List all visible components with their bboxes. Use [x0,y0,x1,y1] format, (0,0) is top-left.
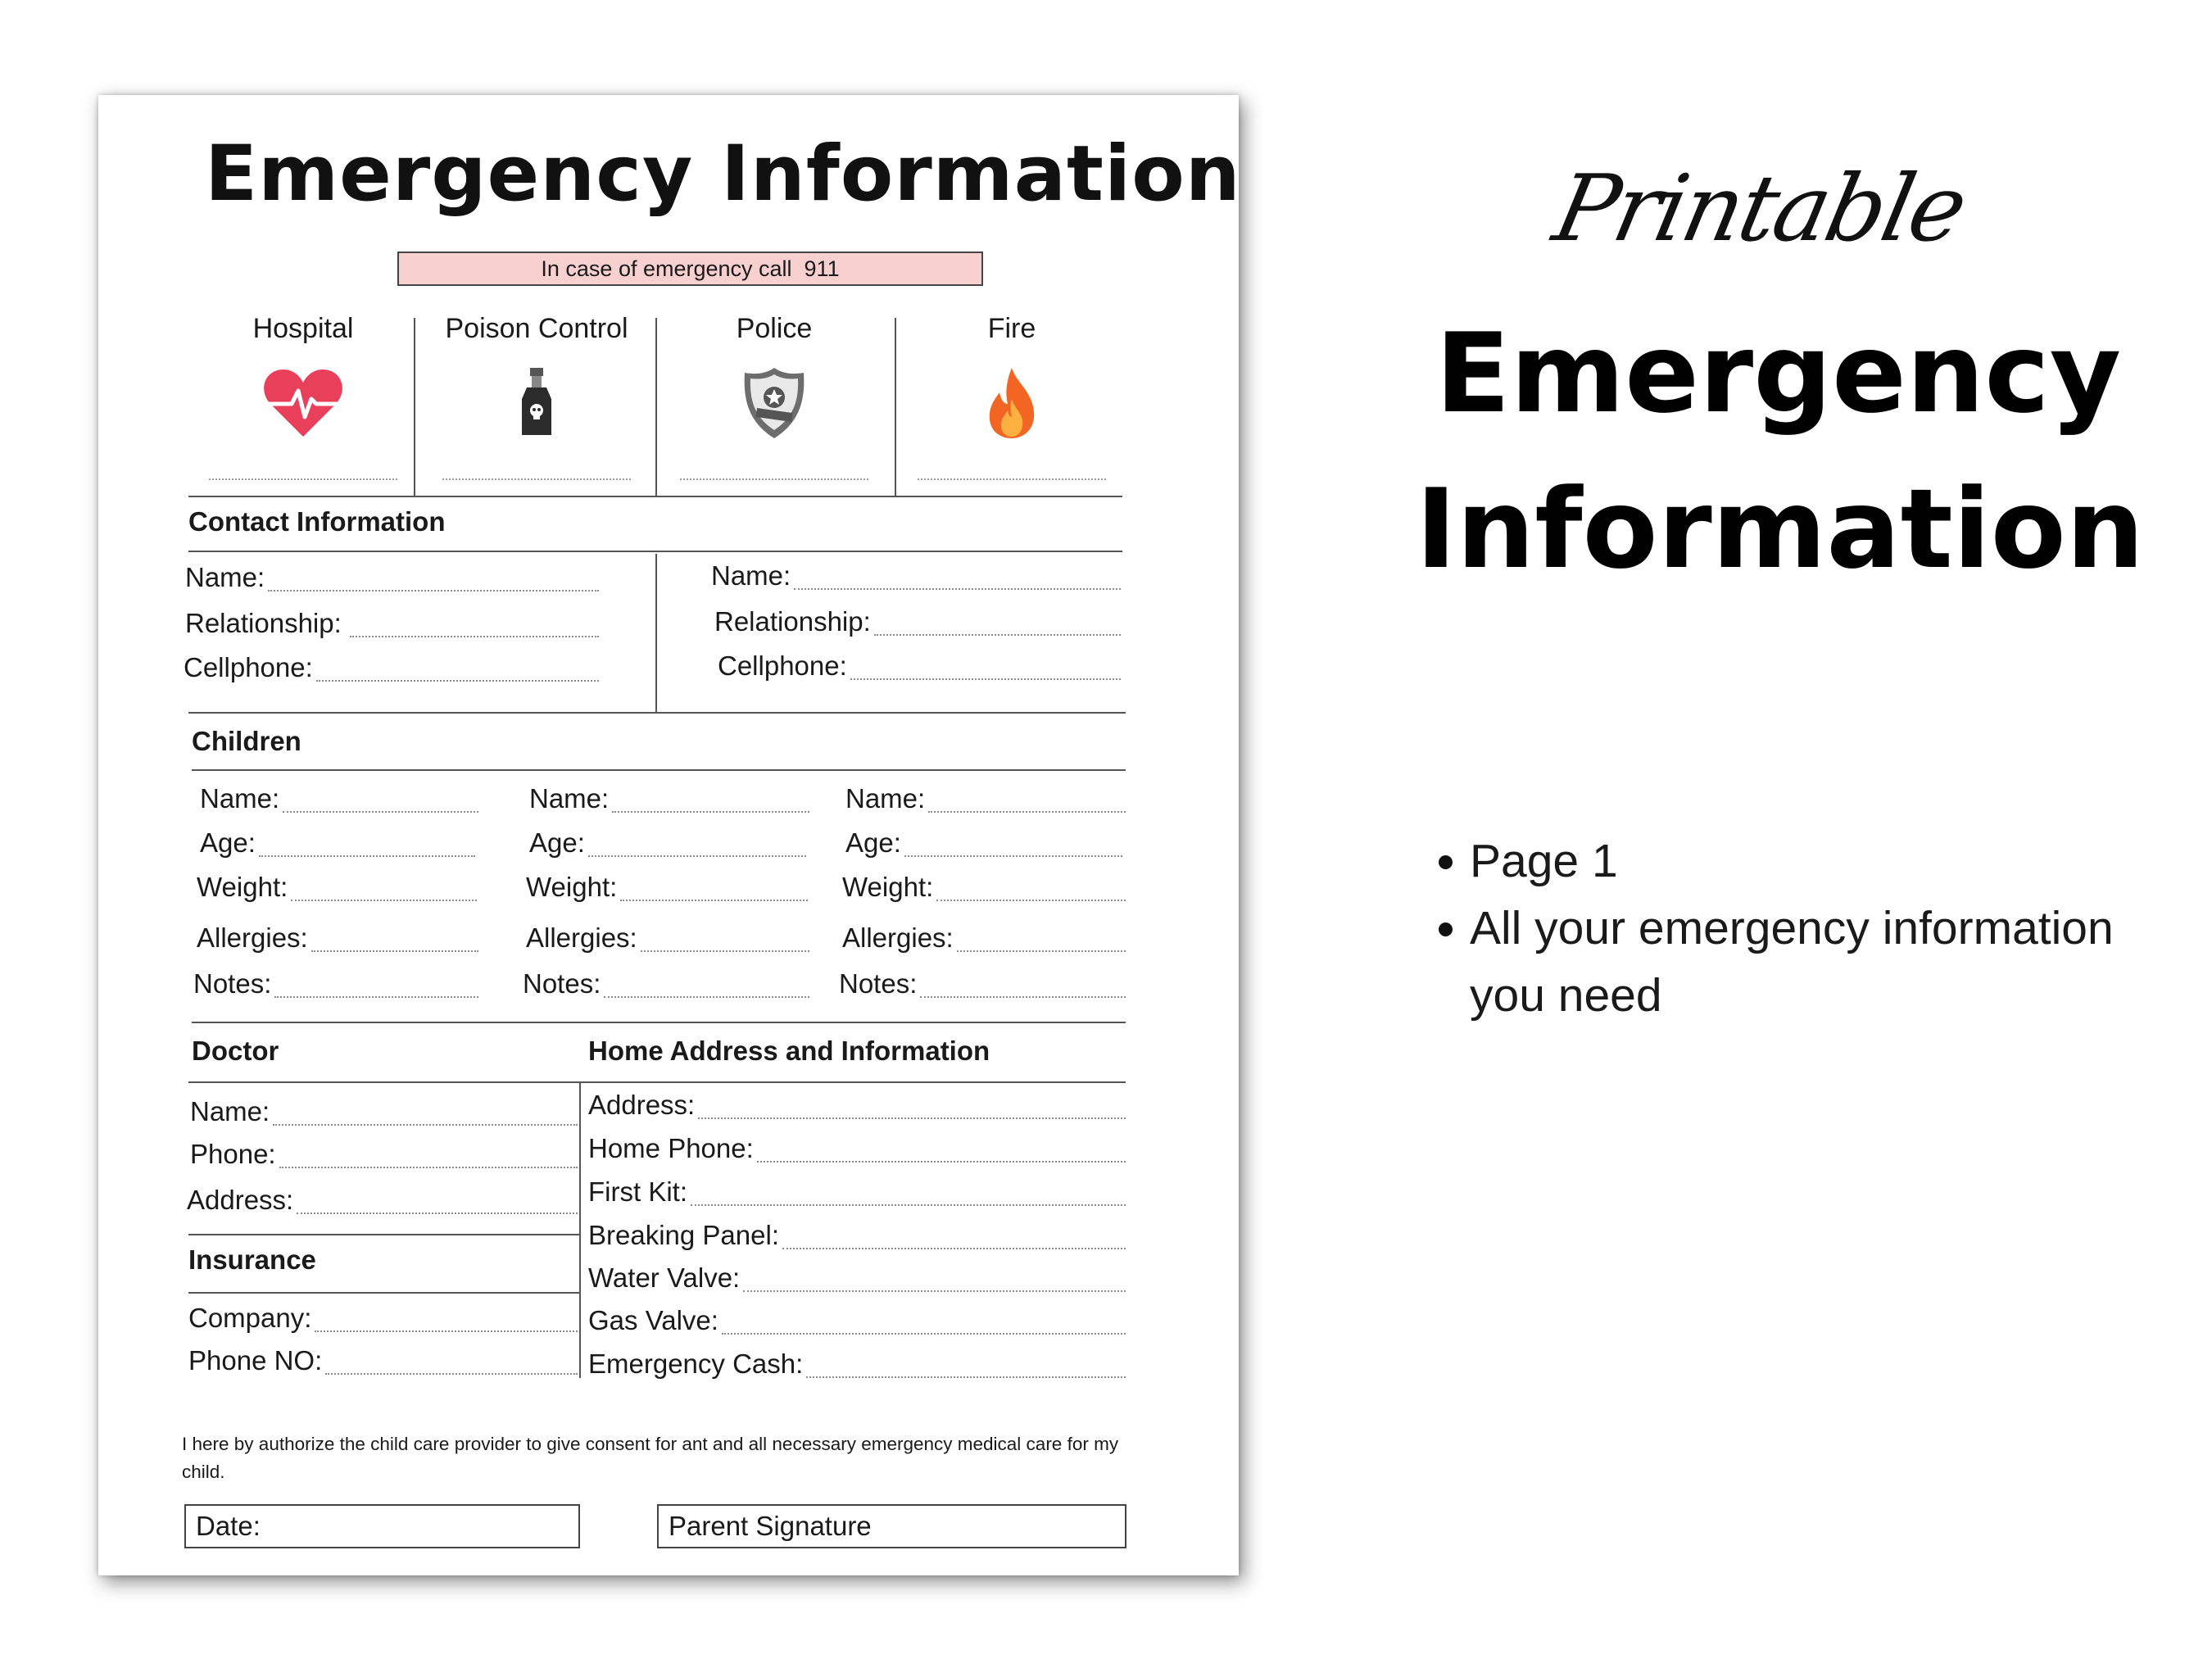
home-address-field[interactable]: Address: [588,1090,1126,1121]
child1-age-field[interactable]: Age: [200,827,475,859]
home-phone-field[interactable]: Home Phone: [588,1133,1126,1164]
insurance-phone-field[interactable]: Phone NO: [188,1345,578,1376]
parent-signature-box[interactable]: Parent Signature [657,1504,1126,1548]
child2-age-field[interactable]: Age: [529,827,806,859]
contact-heading: Contact Information [188,506,446,537]
child2-notes-field[interactable]: Notes: [523,968,809,999]
child3-age-field[interactable]: Age: [845,827,1122,859]
doctor-address-field[interactable]: Address: [187,1185,578,1216]
children-heading: Children [192,726,301,756]
service-police [664,313,885,485]
emergency-call-banner: In case of emergency call 911 [397,252,983,286]
promo-title-line1: Emergency [1435,310,2122,437]
contact1-name-field[interactable]: Name: [185,562,599,593]
insurance-heading: Insurance [188,1244,316,1275]
consent-text: I here by authorize the child care provider to give consent for ant and all necessary emergency medical care for my child. [182,1434,1119,1482]
form-title: Emergency Information [205,129,1241,219]
child2-weight-field[interactable]: Weight: [526,872,808,903]
child3-name-field[interactable]: Name: [845,783,1126,814]
feature-list [1434,827,2171,1029]
child2-name-field[interactable]: Name: [529,783,809,814]
date-box[interactable]: Date: [184,1504,580,1548]
child1-allergies-field[interactable]: Allergies: [197,922,478,954]
child3-notes-field[interactable]: Notes: [839,968,1126,999]
child1-weight-field[interactable]: Weight: [197,872,477,903]
home-emergency-cash-field[interactable]: Emergency Cash: [588,1349,1126,1380]
service-fire [901,313,1122,485]
child3-weight-field[interactable]: Weight: [842,872,1126,903]
child2-allergies-field[interactable]: Allergies: [526,922,809,954]
service-poison-control [426,313,647,485]
home-first-kit-field[interactable]: First Kit: [588,1176,1126,1208]
doctor-phone-field[interactable]: Phone: [190,1139,578,1170]
printable-script-title: Printable [1545,156,1974,262]
service-label: Fire [987,313,1036,344]
fire-icon [983,366,1040,440]
home-gas-valve-field[interactable]: Gas Valve: [588,1305,1126,1336]
contact1-relationship-field[interactable]: Relationship: [185,608,599,639]
form-sheet [98,95,1239,1575]
feature-item: All your emergency information you need [1434,895,2171,1029]
poison-bottle-icon [512,366,561,440]
service-label: Poison Control [445,313,628,344]
promo-title-line2: Information [1416,465,2145,593]
heart-pulse-icon [262,366,344,440]
contact1-cellphone-field[interactable]: Cellphone: [184,652,599,683]
service-label: Police [736,313,813,344]
child1-name-field[interactable]: Name: [200,783,478,814]
contact2-relationship-field[interactable]: Relationship: [714,606,1121,637]
home-water-valve-field[interactable]: Water Valve: [588,1262,1126,1294]
feature-item: Page 1 [1434,827,2171,895]
service-label: Hospital [252,313,354,344]
contact2-name-field[interactable]: Name: [711,560,1121,592]
doctor-name-field[interactable]: Name: [190,1096,578,1127]
insurance-company-field[interactable]: Company: [188,1303,578,1334]
police-badge-icon [741,366,807,440]
home-heading: Home Address and Information [588,1036,990,1066]
child3-allergies-field[interactable]: Allergies: [842,922,1126,954]
home-breaking-panel-field[interactable]: Breaking Panel: [588,1220,1126,1251]
doctor-heading: Doctor [192,1036,279,1066]
contact2-cellphone-field[interactable]: Cellphone: [718,650,1121,682]
service-hospital [193,313,414,485]
child1-notes-field[interactable]: Notes: [193,968,478,999]
